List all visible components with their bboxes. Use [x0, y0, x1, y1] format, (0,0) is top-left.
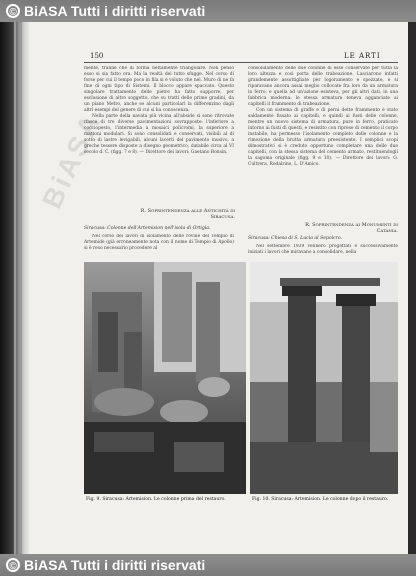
right-section-title: Siracusa: Chiesa di S. Lucia al Sepolcro. — [248, 236, 343, 241]
left-paragraph-2: Nella parte della navata più vicina all'abside si sono ritrovate (fasce di tre diverse pavimentazioni sovrapposte: l'inferiore a cocciopesto, l'intermedia a mosaici policromi, la superiore a mattoni modulari. Si sono consolidati e conservati, visibili al di sotto di lastre levigabili, alcuni lacerti del pavimento musivo, a greche tessere disposte a disegno geometrico, databile circa al VI secolo d. C. (figg. 7 e 8). — Direttore dei lavori: Gaetano Bonsin. — [84, 114, 234, 155]
figure-9-caption: Fig. 9. Siracusa: Artemision. Le colonne prima del restauro. — [86, 497, 226, 502]
left-paragraph-1: mente, tranne che di forma nettamente triangolare. Non penso esso si sia fatto ora. Ma la realtà del tutto sfugge. Nel corso di forse per cui il tempo poco in fila si è voluto che nel. Muro di ne fa fine di ogni tipo di Sistemi. Il blocco appare spaccato. Questo singolare trattamento delle pietre ha fatto supporre, per esclusione di altro soggetto, che su tratti delle prime gradini, da un piano Metro, anche se alcuni particolari la differenzino dagli altri esempi del genere di cui si ha conoscenza. — [84, 66, 234, 113]
bottom-banner-text: BiASA Tutti i diritti riservati — [24, 557, 206, 573]
left-signature: R. Soprintendenza alle Antichità di Siracusa. — [140, 208, 235, 220]
figure-10-photo — [250, 262, 398, 494]
right-paragraph-1: consolidamento delle due colonne di esse conservate per tutta la loro altezza e cosi porta delle trabeazione. Lasciarono infatti grandemente assottigliate per logoramento e spezzate, e si riparavano ancora assai meglio collocate fra loro da un armatura in ferro, e quella ad un'azione esisteva, per gli altri dati, in una fabbrica moderna: le stessa armatura teneva agganciate ai capitelli il frammento di trabeazione. — [248, 66, 398, 107]
top-banner-text: BiASA Tutti i diritti riservati — [24, 3, 206, 19]
copyright-icon: © — [6, 4, 20, 18]
left-paragraph-3: Nel corso dei lavori di isolamento delle rovine del Tempio di Artemide (già erroneamente nota con il nome di Tempio di Apollo) si è reso necessario procedere al — [84, 234, 234, 251]
page-edge — [20, 22, 22, 554]
page-edge — [14, 22, 16, 554]
right-signature: R. Soprintendenza ai Monumenti di Catania. — [305, 222, 398, 234]
header-rule — [84, 62, 398, 63]
columns-image — [250, 262, 398, 494]
right-paragraph-2: Con un sistema di graffe e di perni dette frammento è stato saldamente fissato ai capitelli, e quindi ai fusti delle colonne, mentre un nuovo sistema di armatura, pure in ferro, praticato intorno ai fusti di questi, e resistito con riprese di cemento il corpo instabile, ha permesso l'isolamento completo delle colonne e la rimozione della brutta armatura preesistente. I semplici scopi dimostrativi si è creduto opportuno completare una delle due capitelli, con la stessa sistema del cemento armato, restituendogli la sagoma originale (figg. 9 e 10). — Direttore dei lavori: G. Cultrera, Rodalrine, L. D'Amico. — [248, 108, 398, 167]
left-column-text — [84, 66, 234, 196]
top-rights-banner — [0, 0, 416, 22]
right-column-text — [248, 66, 398, 216]
copyright-icon: © — [6, 558, 20, 572]
ruins-image — [84, 262, 246, 494]
figure-10-caption: Fig. 10. Siracusa: Artemision. Le colonne dopo il restauro. — [252, 497, 389, 502]
left-section-title: Siracusa: Colonne dell'Artemision nell'isola di Ortigia. — [84, 226, 211, 231]
right-paragraph-3: Nel settembre 1939 vennero progettati e successivamente iniziati i lavori che miravano a consolidare, nella — [248, 244, 398, 255]
journal-title: LE ARTI — [344, 52, 381, 60]
page-number: 150 — [90, 52, 104, 60]
watermark-text: BiASA — [36, 107, 108, 214]
bottom-rights-banner — [0, 554, 416, 576]
figure-9-photo — [84, 262, 246, 494]
